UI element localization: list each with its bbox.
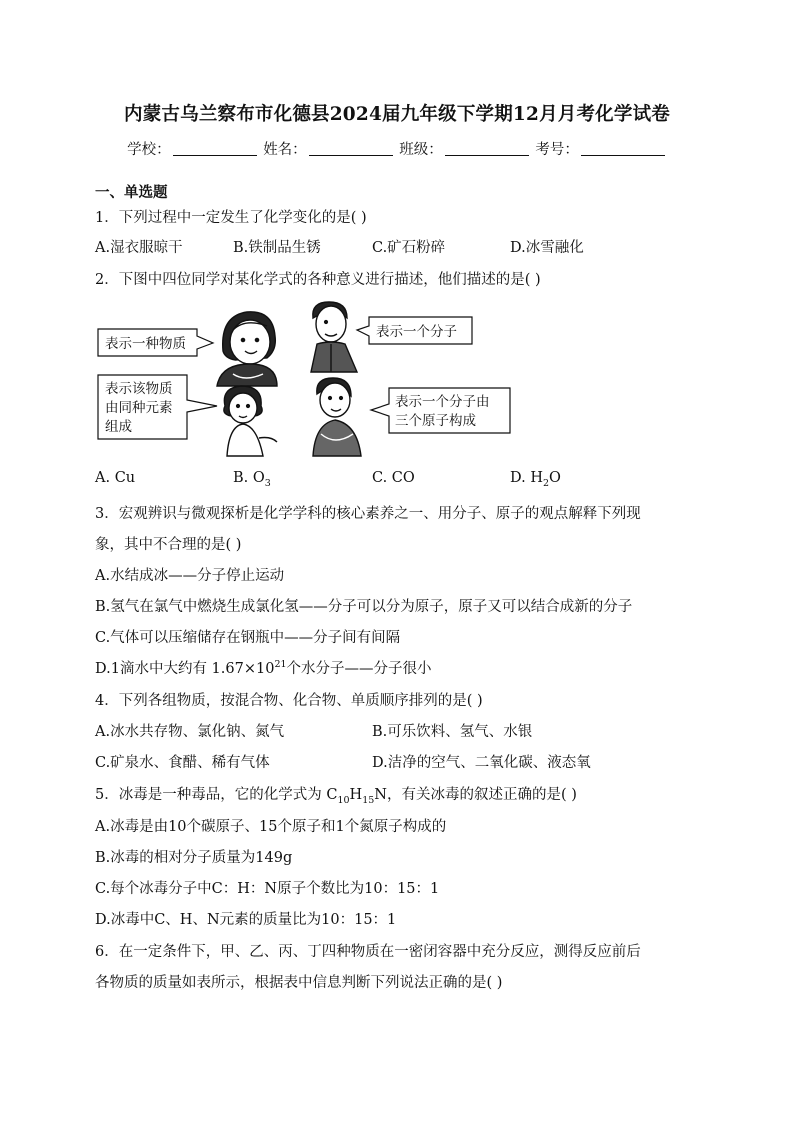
q3-stem-line-1: 3．宏观辨识与微观探析是化学学科的核心素养之一、用分子、原子的观点解释下列现 [95, 506, 641, 522]
q5-element-h: H [349, 787, 363, 803]
q3-option-c: C.气体可以压缩储存在钢瓶中——分子间有间隔 [95, 630, 401, 646]
class-blank[interactable] [445, 141, 529, 156]
q2-option-b-subscript: 3 [264, 477, 271, 489]
school-label: 学校： [127, 142, 171, 158]
q1-option-a: A.湿衣服晾干 [95, 240, 183, 256]
q5-stem-text: 5．冰毒是一种毒品，它的化学式为 C [95, 787, 338, 803]
q4-option-b: B.可乐饮料、氢气、水银 [372, 724, 533, 740]
bubble-3 [98, 375, 217, 439]
bubble-3-line-2: 由同种元素 [105, 400, 173, 416]
bubble-4-line-1: 表示一个分子由 [395, 394, 490, 410]
q3-option-d [95, 657, 432, 678]
exam-title: 内蒙古乌兰察布市化德县2024届九年级下学期12月月考化学试卷 [124, 104, 670, 125]
school-blank[interactable] [173, 141, 257, 156]
bubble-3-line-1: 表示该物质 [105, 381, 173, 397]
section-heading: 一、单选题 [95, 185, 168, 201]
number-label: 考号： [535, 142, 579, 158]
q2-option-b-text: B. O [233, 470, 265, 486]
q6-stem-line-1: 6．在一定条件下，甲、乙、丙、丁四种物质在一密闭容器中充分反应，测得反应前后 [95, 944, 641, 960]
q3-option-d-exponent: 21 [274, 659, 287, 671]
student-boy-1-icon [217, 312, 277, 386]
q3-option-d-text: D.1滴水中大约有 1.67×10 [95, 661, 275, 677]
q3-stem-line-2: 象，其中不合理的是( ) [95, 537, 242, 553]
q2-illustration [95, 296, 515, 460]
bubble-3-line-3: 组成 [105, 419, 132, 435]
q5-subscript-h: 15 [362, 794, 375, 806]
student-boy-3-icon [313, 378, 361, 456]
q2-option-c: C. CO [372, 470, 415, 486]
name-blank[interactable] [309, 141, 393, 156]
q1-option-c: C.矿石粉碎 [372, 240, 446, 256]
bubble-4-line-2: 三个原子构成 [395, 413, 476, 429]
q2-option-d-subscript: 2 [542, 477, 550, 489]
q2-option-d [510, 470, 561, 489]
q5-option-a: A.冰毒是由10个碳原子、15个原子和1个氮原子构成的 [95, 819, 447, 835]
q2-figure [95, 296, 515, 460]
q5-option-b: B.冰毒的相对分子质量为149g [95, 850, 293, 866]
q2-option-d-tail: O [549, 470, 561, 486]
number-blank[interactable] [581, 141, 665, 156]
q6-stem-line-2: 各物质的质量如表所示，根据表中信息判断下列说法正确的是( ) [95, 975, 503, 991]
q2-option-d-text: D. H [510, 470, 543, 486]
q5-option-c: C.每个冰毒分子中C：H：N原子个数比为10：15：1 [95, 881, 440, 897]
q1-option-b: B.铁制品生锈 [233, 240, 321, 256]
bubble-2 [357, 317, 472, 344]
q5-stem-tail: N，有关冰毒的叙述正确的是( ) [374, 787, 577, 803]
q2-option-a: A. Cu [95, 470, 136, 486]
q5-option-d: D.冰毒中C、H、N元素的质量比为10：15：1 [95, 912, 397, 928]
bubble-1-text: 表示一种物质 [105, 336, 186, 352]
student-boy-2-icon [311, 302, 357, 372]
class-label: 班级： [399, 142, 443, 158]
q2-option-b [233, 470, 271, 489]
q3-option-a: A.水结成冰——分子停止运动 [95, 568, 285, 584]
q1-option-d: D.冰雪融化 [510, 240, 584, 256]
q4-stem: 4．下列各组物质，按混合物、化合物、单质顺序排列的是( ) [95, 693, 483, 709]
q5-stem [95, 783, 577, 806]
bubble-2-text: 表示一个分子 [376, 324, 457, 340]
student-girl-icon [224, 386, 277, 456]
q4-option-c: C.矿泉水、食醋、稀有气体 [95, 755, 270, 771]
bubble-4 [371, 388, 510, 433]
q4-option-a: A.冰水共存物、氯化钠、氮气 [95, 724, 285, 740]
q4-option-d: D.洁净的空气、二氧化碳、液态氧 [372, 755, 591, 771]
q2-stem: 2．下图中四位同学对某化学式的各种意义进行描述，他们描述的是( ) [95, 272, 541, 288]
q3-option-b: B.氢气在氯气中燃烧生成氯化氢——分子可以分为原子，原子又可以结合成新的分子 [95, 599, 633, 615]
student-info-line [0, 138, 794, 159]
bubble-1 [98, 329, 213, 356]
name-label: 姓名： [263, 142, 307, 158]
q3-option-d-tail: 个水分子——分子很小 [286, 661, 432, 677]
q5-subscript-c: 10 [337, 794, 350, 806]
q1-stem: 1．下列过程中一定发生了化学变化的是( ) [95, 210, 367, 226]
